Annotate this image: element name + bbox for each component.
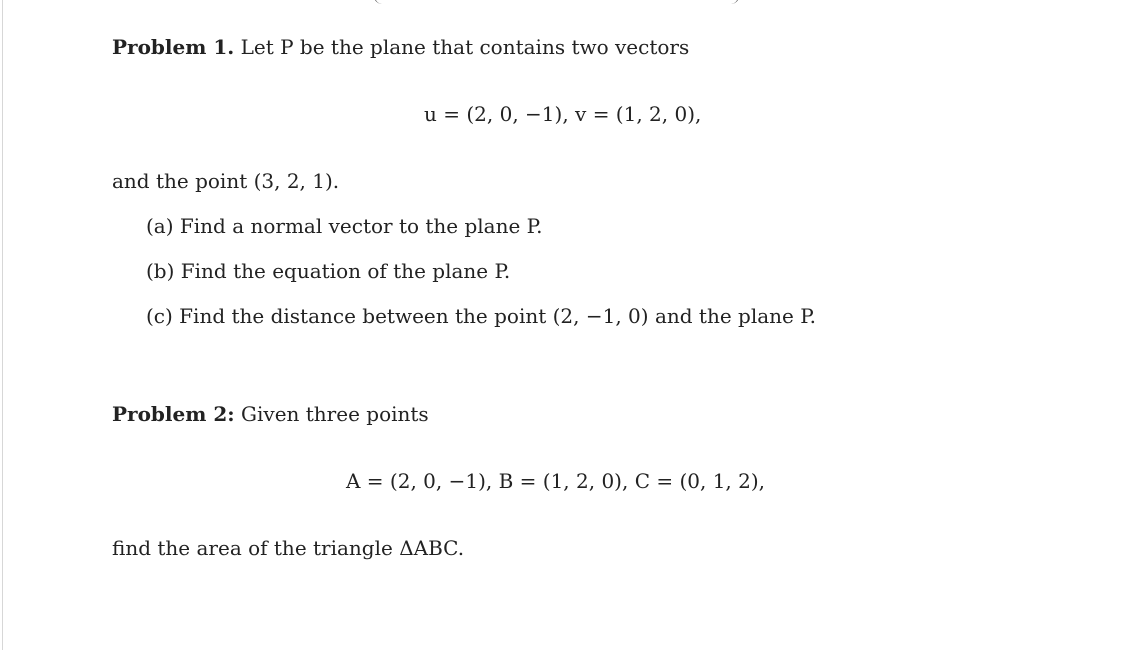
problem-2-points (346, 469, 765, 493)
problem-1-intro: Let P be the plane that contains two vectors (240, 35, 690, 59)
part-a-text: (a) Find a normal vector to the plane P. (146, 214, 543, 238)
page-left-border (2, 0, 3, 650)
part-b-text: (b) Find the equation of the plane P. (146, 259, 511, 283)
problem-2-closing (112, 536, 464, 560)
problem-1-point (112, 169, 339, 193)
problem-2-statement (112, 402, 429, 426)
problem-1-part-a (146, 214, 542, 238)
point-text: and the point (3, 2, 1). (112, 169, 340, 193)
problem-1-statement (112, 35, 689, 59)
closing-text: find the area of the triangle ΔABC. (112, 536, 465, 560)
problem-1-heading: Problem 1. (112, 35, 235, 59)
cutoff-previous-line (370, 0, 750, 4)
part-c-text: (c) Find the distance between the point (2, −1, 0) and the plane P. (146, 304, 816, 328)
problem-1-part-c (146, 304, 816, 328)
problem-1-vectors (424, 102, 701, 126)
problem-2-heading: Problem 2: (112, 402, 235, 426)
problem-1-part-b (146, 259, 510, 283)
points-equation: A = (2, 0, −1), B = (1, 2, 0), C = (0, 1, 2), (346, 469, 766, 493)
problem-2-intro: Given three points (241, 402, 429, 426)
vectors-equation: u = (2, 0, −1), v = (1, 2, 0), (424, 102, 702, 126)
